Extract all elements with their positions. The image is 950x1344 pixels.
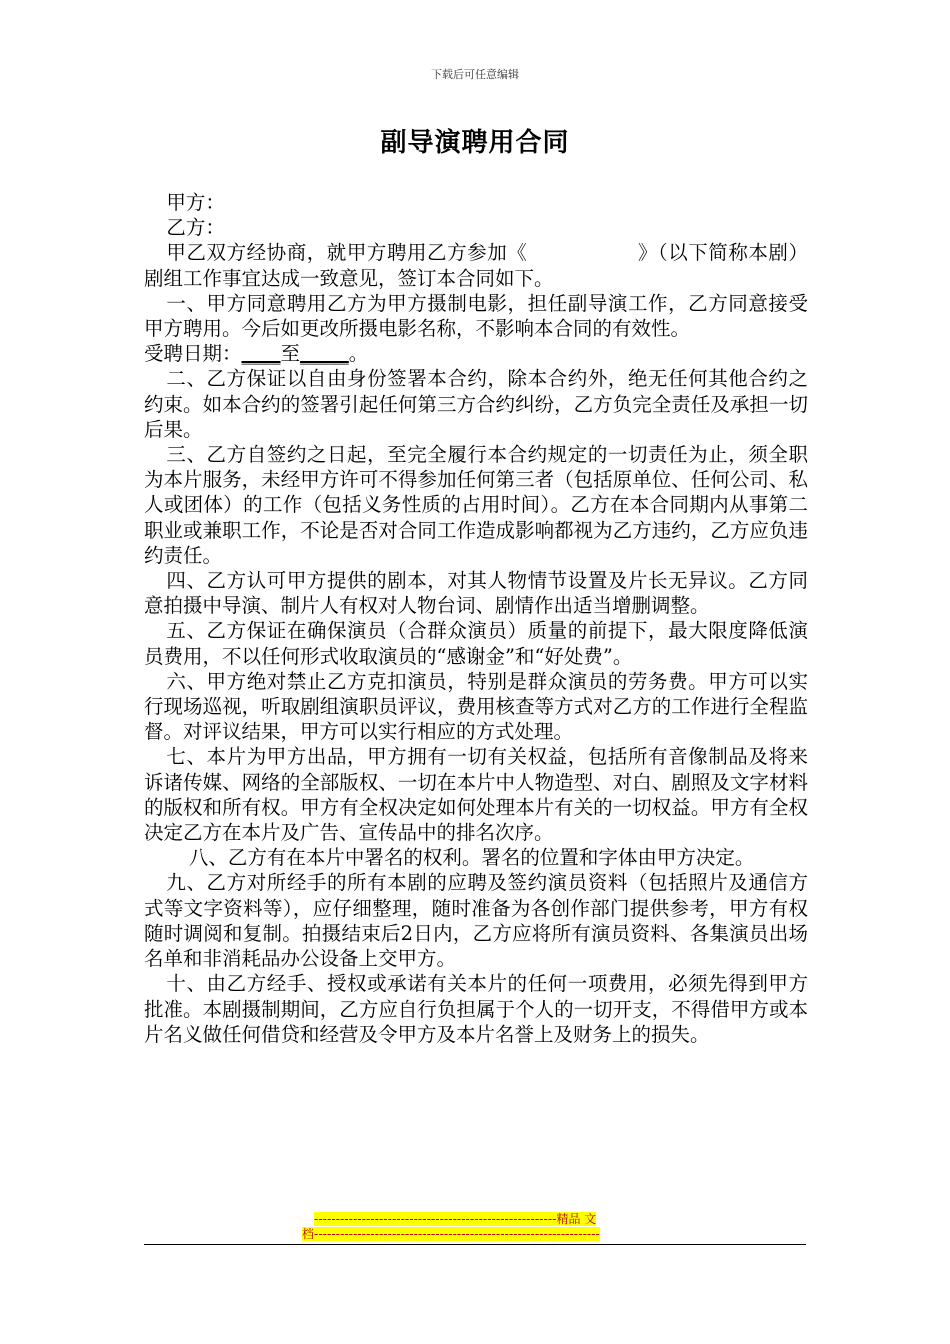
clause-3: 三、乙方自签约之日起，至完全履行本合约规定的一切责任为止，须全职为本片服务，未经甲方许可不得参加任何第三者（包括原单位、任何公司、私人或团体）的工作（包括义务性质的占用时间）。乙方在本合同期内从事第二职业或兼职工作，不论是否对合同工作造成影响都视为乙方违约，乙方应负违约责任。 (144, 443, 808, 567)
clause-9: 九、乙方对所经手的所有本剧的应聘及签约演员资料（包括照片及通信方式等文字资料等），应仔细整理，随时准备为各创作部门提供参考，甲方有权随时调阅和复制。拍摄结束后2日内，乙方应将所有演员资料、各集演员出场名单和非消耗品办公设备上交甲方。 (144, 871, 808, 971)
intro-after: 》（以下简称本剧）剧组工作事宜达成一致意见，签订本合同如下。 (144, 241, 808, 290)
clause-10: 十、由乙方经手、授权或承诺有关本片的任何一项费用，必须先得到甲方批准。本剧摄制期间，乙方应自行负担属于个人的一切开支，不得借甲方或本片名义做任何借贷和经营及令甲方及本片名誉上及财务上的损失。 (144, 972, 808, 1046)
intro-paragraph (144, 240, 808, 290)
clause-1: 一、甲方同意聘用乙方为甲方摄制电影，担任副导演工作，乙方同意接受甲方聘用。今后如更改所摄电影名称，不影响本合同的有效性。 (144, 291, 808, 341)
footer-rule (144, 1244, 806, 1245)
header-note: 下载后可任意编辑 (431, 68, 519, 81)
clause-5: 五、乙方保证在确保演员（合群众演员）质量的前提下，最大限度降低演员费用，不以任何形式收取演员的“感谢金”和“好处费”。 (144, 619, 808, 668)
footer-watermark (302, 1212, 648, 1242)
party-a-line: 甲方： (166, 191, 225, 214)
contract-body (144, 190, 808, 1047)
party-b-line: 乙方： (166, 216, 225, 240)
term-line (144, 341, 808, 366)
clause-8: 八、乙方有在本片中署名的权利。署名的位置和字体由甲方决定。 (188, 846, 755, 870)
intro-before: 甲乙双方经协商，就甲方聘用乙方参加《 (166, 241, 528, 265)
clause-6: 六、甲方绝对禁止乙方克扣演员，特别是群众演员的劳务费。甲方可以实行现场巡视，听取剧组演职员评议，费用核查等方式对乙方的工作进行全程监督。对评议结果，甲方可以实行相应的方式处理。 (144, 669, 808, 744)
document-title: 副导演聘用合同 (380, 128, 570, 158)
term-end: 。 (348, 342, 369, 366)
term-start-blank: ____ (241, 342, 281, 366)
term-label: 受聘日期： (144, 342, 242, 366)
footer-line-1: --------------------------------------------------------精品 文 (314, 1212, 597, 1226)
footer-line-2: 档------------------------------------------------------------------ (302, 1227, 600, 1241)
clause-4: 四、乙方认可甲方提供的剧本，对其人物情节设置及片长无异议。乙方同意拍摄中导演、制片人有权对人物台词、剧情作出适当增删调整。 (144, 569, 808, 618)
term-end-blank: _____ (300, 342, 349, 366)
clause-2: 二、乙方保证以自由身份签署本合约，除本合约外，绝无任何其他合约之约束。如本合约的签署引起任何第三方合约纠纷，乙方负完全责任及承担一切后果。 (144, 367, 808, 441)
clause-7: 七、本片为甲方出品，甲方拥有一切有关权益，包括所有音像制品及将来诉诸传媒、网络的全部版权、一切在本片中人物造型、对白、剧照及文字材料的版权和所有权。甲方有全权决定如何处理本片有关的一切权益。甲方有全权决定乙方在本片及广告、宣传品中的排名次序。 (144, 745, 808, 845)
term-to: 至 (280, 342, 301, 366)
